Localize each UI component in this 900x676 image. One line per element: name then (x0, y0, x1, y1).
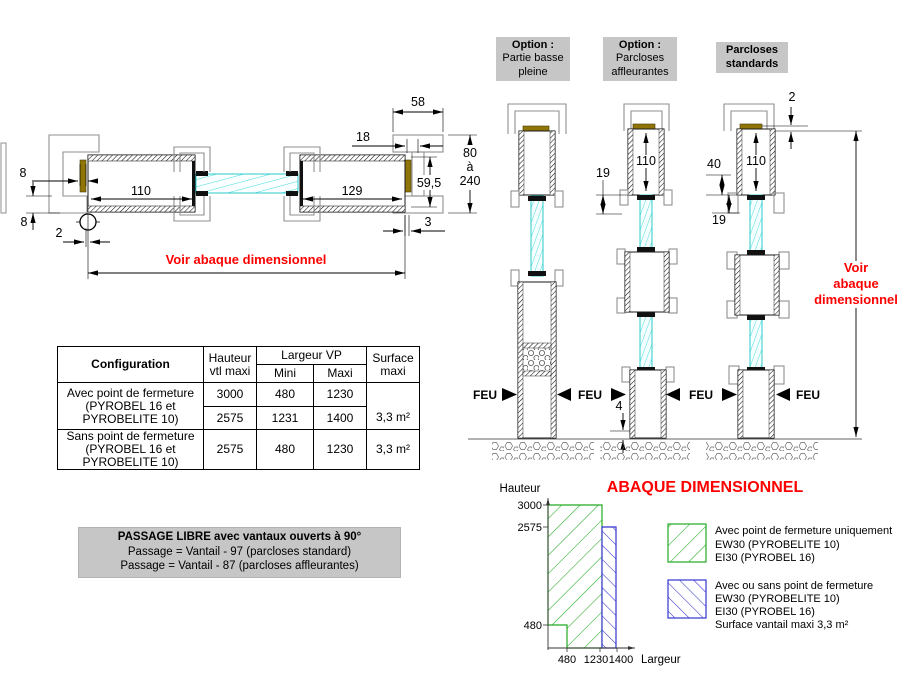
feu-label-1: FEU (473, 388, 497, 402)
dim-4-label: 4 (615, 399, 623, 413)
dim-2-top-label: 2 (788, 90, 796, 104)
header-line: vtl maxi (209, 363, 251, 378)
feu-label-2: FEU (578, 388, 602, 402)
dim-240-label: 240 (459, 174, 481, 188)
legend-blue-line3: EI30 (PYROBEL 16) (715, 606, 815, 618)
option-label-partie-basse-pleine (496, 37, 570, 81)
cell-maxi: 1400 (314, 407, 367, 430)
see-abaque-note-l1: Voir (843, 260, 869, 275)
option-label-parcloses-standards (716, 42, 788, 73)
option-label-line: Option : (511, 38, 555, 51)
legend-blue-swatch (668, 580, 706, 618)
cell-surface: 3,3 m² (367, 430, 420, 470)
feu-arrow-left-icon (557, 388, 571, 401)
feu-label-3: FEU (689, 388, 713, 402)
table-row (58, 383, 420, 407)
ytick-480: 480 (523, 620, 542, 632)
abaque-region-green (548, 505, 602, 648)
height-dimension (814, 131, 898, 437)
dim-59-5-label: 59,5 (416, 176, 442, 190)
option-label-line: affleurantes (611, 65, 669, 78)
col-header-mini: Mini (257, 365, 314, 383)
xtick-1400: 1400 (608, 654, 634, 666)
see-abaque-note-l2: abaque (833, 276, 879, 291)
abaque-region-blue (602, 527, 616, 648)
vertical-sections-drawing (468, 90, 898, 460)
option-label-line: pleine (518, 65, 548, 78)
dim-40-label: 40 (707, 157, 721, 171)
cell-mini: 1231 (257, 407, 314, 430)
configuration-table (57, 346, 420, 470)
passage-libre-box (78, 527, 401, 578)
dim-110-right-label: 110 (746, 154, 766, 168)
right-intumescent-seal (405, 160, 411, 192)
x-axis-label: Largeur (641, 654, 681, 666)
col-header-configuration: Configuration (58, 347, 204, 383)
xtick-480: 480 (557, 654, 577, 666)
table-row (58, 430, 420, 470)
cell-hauteur: 2575 (204, 407, 257, 430)
dim-8-bottom-label: 8 (20, 215, 28, 229)
dim-8-top-label: 8 (19, 166, 27, 180)
option-label-parcloses-affleurantes (603, 37, 677, 81)
cell-mini: 480 (257, 383, 314, 407)
cell-maxi: 1230 (314, 383, 367, 407)
left-intumescent-seal (80, 160, 86, 192)
cell-hauteur: 2575 (204, 430, 257, 470)
option-label-line: Partie basse (502, 52, 564, 65)
cell-surface: 3,3 m² (367, 383, 420, 430)
xtick-1230: 1230 (583, 654, 609, 666)
passage-line2: Passage = Vantail - 97 (parcloses standard) (127, 545, 352, 558)
section-partie-basse-pleine (508, 104, 566, 438)
col-header-largeur-vp: Largeur VP (257, 347, 367, 365)
dim-129-label: 129 (341, 184, 363, 198)
col-header-hauteur (204, 347, 257, 383)
ytick-2575: 2575 (517, 522, 542, 534)
legend-green-line1: Avec point de fermeture uniquement (715, 525, 893, 537)
legend-green-line3: EI30 (PYROBEL 16) (715, 552, 815, 564)
option-label-line: standards (725, 57, 779, 70)
dim-a-label: à (466, 160, 474, 174)
dim-58-label: 58 (411, 95, 425, 109)
y-axis-label: Hauteur (499, 483, 541, 495)
passage-line3: Passage = Vantail - 87 (parcloses affleurantes) (120, 560, 359, 572)
option-label-line: Parcloses (615, 52, 665, 65)
dim-19-mid-label: 19 (596, 166, 610, 180)
ytick-3000: 3000 (517, 500, 542, 512)
feu-arrow-left-icon (666, 388, 680, 401)
see-abaque-note-horizontal: Voir abaque dimensionnel (165, 252, 327, 267)
cell-config-avec: Avec point de fermeture (PYROBEL 16 et PYROBELITE 10) (58, 383, 204, 430)
ground (468, 439, 862, 460)
feu-arrow-left-icon (776, 388, 790, 401)
col-header-maxi: Maxi (314, 365, 367, 383)
col-header-surface (367, 347, 420, 383)
option-label-line: Parcloses (726, 44, 778, 56)
dim-19-right-label: 19 (712, 213, 726, 227)
dim-18-label: 18 (356, 130, 370, 144)
dim-2-label: 2 (55, 226, 63, 240)
cell-config-sans: Sans point de fermeture (PYROBEL 16 et PYROBELITE 10) (58, 430, 204, 470)
abaque-legend (668, 524, 892, 631)
cell-mini: 480 (257, 430, 314, 470)
passage-title: PASSAGE LIBRE avec vantaux ouverts à 90° (117, 531, 362, 543)
feu-label-4: FEU (796, 388, 820, 402)
legend-blue-line1: Avec ou sans point de fermeture (715, 580, 874, 592)
option-label-line: Option : (618, 38, 662, 51)
header-line: Hauteur (208, 350, 252, 365)
dim-80-label: 80 (463, 146, 477, 160)
cell-hauteur: 3000 (204, 383, 257, 407)
wall-cut-edge (1, 143, 6, 213)
header-line: Surface (372, 350, 414, 365)
abaque-chart (500, 479, 893, 666)
solid-panel-core (523, 348, 551, 371)
glazing-panel (196, 174, 298, 193)
legend-green-line2: EW30 (PYROBELITE 10) (715, 539, 840, 551)
legend-blue-line2: EW30 (PYROBELITE 10) (715, 593, 840, 605)
dim-110-label: 110 (131, 184, 151, 198)
feu-arrow-right-icon (722, 388, 737, 401)
dim-3-label: 3 (424, 215, 432, 229)
see-abaque-note-l3: dimensionnel (814, 292, 898, 307)
cell-maxi: 1230 (314, 430, 367, 470)
feu-arrow-right-icon (502, 388, 517, 401)
horizontal-section-drawing (1, 95, 484, 279)
section-parcloses-affleurantes (596, 104, 677, 453)
legend-blue-line4: Surface vantail maxi 3,3 m² (715, 619, 849, 631)
legend-green-swatch (668, 524, 706, 562)
dim-110-mid-label: 110 (636, 154, 656, 168)
header-line: maxi (380, 363, 406, 378)
abaque-title: ABAQUE DIMENSIONNEL (606, 479, 804, 496)
